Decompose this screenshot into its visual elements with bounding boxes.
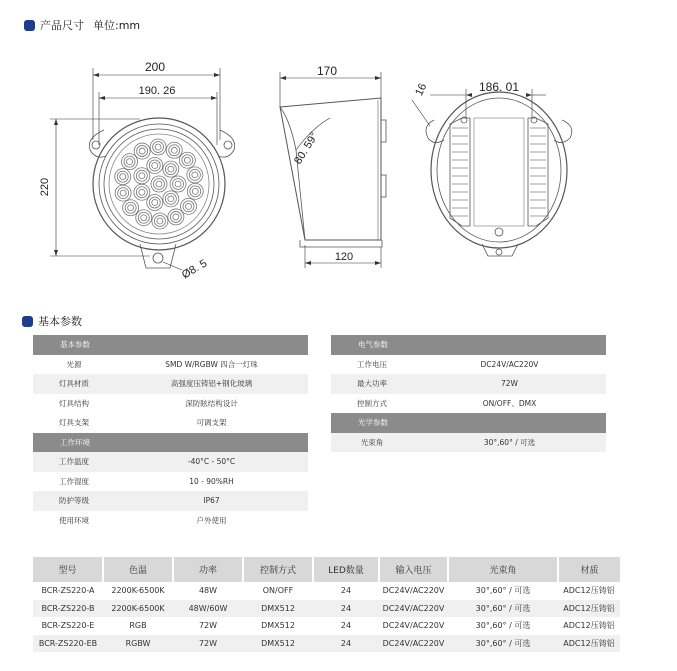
cell: 30°,60° / 可选: [448, 600, 558, 618]
cell: 30°,60° / 可选: [475, 621, 531, 631]
cell: ADC12压铸铝: [558, 635, 620, 653]
unit-label: 单位:mm: [93, 19, 141, 32]
param-row: 工作电压 DC24V/AC220V: [357, 359, 539, 369]
led-lens: [182, 155, 193, 166]
cell: 24: [340, 621, 352, 631]
dim-front-width: 200: [144, 60, 166, 74]
cell: 2200K-6500K: [111, 586, 165, 596]
led-lens: [139, 189, 145, 195]
cell: DC24V/AC220V: [379, 635, 448, 653]
cell: ADC12压铸铝: [558, 600, 620, 618]
dim-side-depth: 170: [316, 64, 338, 78]
led-lens: [137, 146, 148, 157]
led-lens: [189, 169, 200, 180]
cell: DMX512: [243, 635, 313, 653]
params-table-right: [331, 335, 606, 452]
led-lens: [170, 211, 181, 222]
table-row: [33, 617, 620, 635]
led-lens: [168, 196, 174, 202]
led-lens: [169, 145, 180, 156]
led-lens: [165, 193, 176, 204]
cell: RGB: [129, 621, 147, 631]
led-lens: [149, 160, 160, 171]
cell: 48W/60W: [173, 600, 243, 618]
led-lens: [141, 215, 147, 221]
cell: BCR-ZS220-B: [33, 600, 103, 618]
dim-side-base: 120: [334, 251, 354, 263]
led-lens: [136, 187, 147, 198]
dim-front-inner: 190. 26: [138, 85, 176, 97]
table-row: [33, 582, 620, 600]
led-lens: [173, 179, 184, 190]
led-lens: [127, 159, 133, 165]
col-header: 光束角: [448, 557, 558, 582]
led-lens: [168, 166, 174, 172]
led-lens: [184, 157, 190, 163]
cell: ON/OFF: [262, 586, 294, 596]
param-row: 光源 SMD W/RGBW 四合一灯珠: [66, 359, 258, 369]
cell: 30°,60° / 可选: [448, 635, 558, 653]
led-lens: [139, 148, 145, 154]
cell: BCR-ZS220-A: [41, 586, 95, 596]
param-row: 灯具材质 高强度压铸铝+钢化玻璃: [33, 374, 308, 394]
led-lens: [173, 214, 179, 220]
section-bullet: [22, 316, 33, 327]
led-lens: [183, 201, 194, 212]
params-header: 电气参数: [331, 335, 606, 355]
col-header: LED数量: [313, 557, 379, 582]
param-row: 灯具支架 可调支架: [59, 418, 227, 428]
cell: 48W: [198, 586, 218, 596]
led-lens: [156, 181, 162, 187]
param-row: 使用环境 户外使用: [59, 515, 227, 525]
dimension-drawing: [0, 0, 677, 300]
cell: DC24V/AC220V: [382, 586, 445, 596]
param-row: 控制方式 ON/OFF、DMX: [357, 398, 537, 408]
params-header: 工作环境: [33, 433, 308, 453]
models-header-row: [33, 557, 620, 582]
col-header: 色温: [103, 557, 173, 582]
dim-front-height: 220: [39, 177, 51, 197]
led-lens: [185, 203, 191, 209]
cell: DMX512: [243, 600, 313, 618]
led-lens: [152, 200, 158, 206]
led-lens: [136, 170, 147, 181]
params-table-left: [33, 335, 308, 530]
led-lens: [154, 179, 165, 190]
cell: ADC12压铸铝: [563, 621, 615, 631]
led-lens: [118, 188, 129, 199]
front-view: [89, 118, 234, 268]
led-lens: [120, 190, 126, 196]
dim-back-width: 186. 01: [478, 80, 520, 94]
back-view: [426, 92, 572, 256]
cell: DC24V/AC220V: [382, 621, 445, 631]
cell: 30°,60° / 可选: [475, 586, 531, 596]
led-lens: [138, 212, 149, 223]
led-lens: [171, 147, 177, 153]
led-lens: [190, 186, 201, 197]
param-row: 最大功率 72W: [331, 374, 606, 394]
led-lens: [152, 162, 158, 168]
table-row: [33, 600, 620, 618]
led-lens: [153, 142, 164, 153]
led-lens: [117, 171, 128, 182]
dim-side-angle: 80. 59°: [292, 130, 321, 167]
led-lens: [192, 188, 198, 194]
param-row: 工作温度 -40°C - 50°C: [33, 452, 308, 472]
param-row: 灯具结构 深防眩结构设计: [59, 398, 238, 408]
side-view: [280, 98, 386, 247]
cell: 24: [313, 600, 379, 618]
led-lens: [125, 202, 136, 213]
col-header: 功率: [173, 557, 243, 582]
led-lens: [154, 215, 165, 226]
cell: 72W: [173, 635, 243, 653]
section-title: 产品尺寸: [40, 19, 84, 32]
models-table: [33, 557, 620, 652]
cell: DMX512: [261, 621, 295, 631]
led-lens: [149, 197, 160, 208]
table-row: [33, 635, 620, 653]
led-lens: [124, 156, 135, 167]
col-header: 型号: [33, 557, 103, 582]
led-lens: [139, 173, 145, 179]
cell: ADC12压铸铝: [563, 586, 615, 596]
cell: 2200K-6500K: [103, 600, 173, 618]
cell: DC24V/AC220V: [379, 600, 448, 618]
param-row: 工作湿度 10 - 90%RH: [59, 476, 234, 486]
dim-back-small: 16: [413, 81, 430, 98]
led-lens: [120, 174, 126, 180]
section-title: 基本参数: [38, 315, 82, 328]
col-header: 输入电压: [379, 557, 448, 582]
dim-hole: Ø8. 5: [179, 257, 210, 282]
section-title-parameters: [22, 313, 82, 329]
led-lens: [155, 144, 161, 150]
params-header: 光学参数: [331, 413, 606, 433]
params-header: 基本参数: [33, 335, 308, 355]
cell: 72W: [198, 621, 218, 631]
cell: 24: [340, 586, 352, 596]
cell: BCR-ZS220-E: [41, 621, 95, 631]
led-lens: [128, 205, 134, 211]
col-header: 材质: [558, 557, 620, 582]
led-lens: [175, 181, 181, 187]
param-row: 防护等级 IP67: [33, 491, 308, 511]
col-header: 控制方式: [243, 557, 313, 582]
param-row: 光束角 30°,60° / 可选: [331, 433, 606, 453]
cell: RGBW: [103, 635, 173, 653]
cell: 24: [313, 635, 379, 653]
led-lens: [192, 172, 198, 178]
led-lens: [157, 218, 163, 224]
led-lens: [165, 164, 176, 175]
cell: BCR-ZS220-EB: [33, 635, 103, 653]
